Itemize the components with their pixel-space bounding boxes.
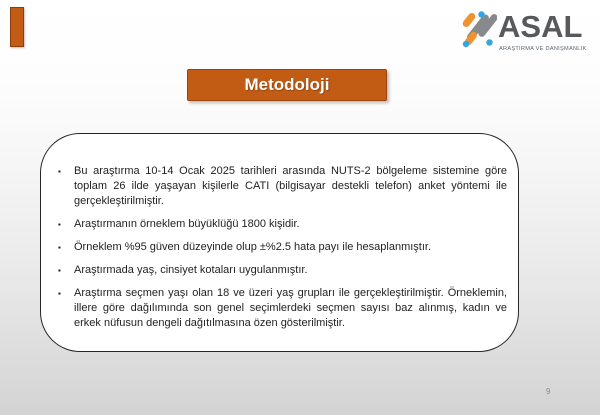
slide-title: Metodoloji xyxy=(244,75,330,94)
bullet-square-icon: ▪ xyxy=(58,243,61,252)
bullet-square-icon: ▪ xyxy=(58,167,61,176)
bullet-square-icon: ▪ xyxy=(58,266,61,275)
bullet-text: Araştırma seçmen yaşı olan 18 ve üzeri yaş grupları ile gerçekleştirilmiştir. Örneklemin, illere göre dağılımında son genel seçimlerdeki seçmen sayısı baz alınmış, kadın ve erkek nüfusun dengeli dağıtılmasına özen gösterilmiştir. xyxy=(74,287,507,329)
bullet-item xyxy=(58,240,507,255)
bullet-text: Araştırmada yaş, cinsiyet kotaları uygulanmıştır. xyxy=(74,264,308,276)
bullet-item xyxy=(58,263,507,278)
asal-logo-wordmark: ASAL xyxy=(498,9,583,44)
bullet-square-icon: ▪ xyxy=(58,220,61,229)
bullet-item xyxy=(58,286,507,331)
bullet-square-icon: ▪ xyxy=(58,289,61,298)
corner-accent-bar xyxy=(10,7,24,47)
bullet-item xyxy=(58,164,507,209)
asal-logo-tagline: ARAŞTIRMA VE DANIŞMANLIK xyxy=(499,46,587,52)
bullet-text: Bu araştırma 10-14 Ocak 2025 tarihleri arasında NUTS-2 bölgeleme sistemine göre toplam 26 ilde yaşayan kişilerle CATI (bilgisayar destekli telefon) anket yöntemi ile gerçekleştirilmiştir. xyxy=(74,165,507,207)
bullet-text: Araştırmanın örneklem büyüklüğü 1800 kişidir. xyxy=(74,218,300,230)
methodology-panel xyxy=(40,133,519,352)
title-banner xyxy=(187,69,387,101)
asal-mark-icon xyxy=(461,8,497,50)
asal-logo xyxy=(461,7,586,55)
bullet-text: Örneklem %95 güven düzeyinde olup ±%2.5 hata payı ile hesaplanmıştır. xyxy=(74,241,432,253)
page-number: 9 xyxy=(546,387,551,396)
bullet-list xyxy=(58,164,507,331)
bullet-item xyxy=(58,217,507,232)
